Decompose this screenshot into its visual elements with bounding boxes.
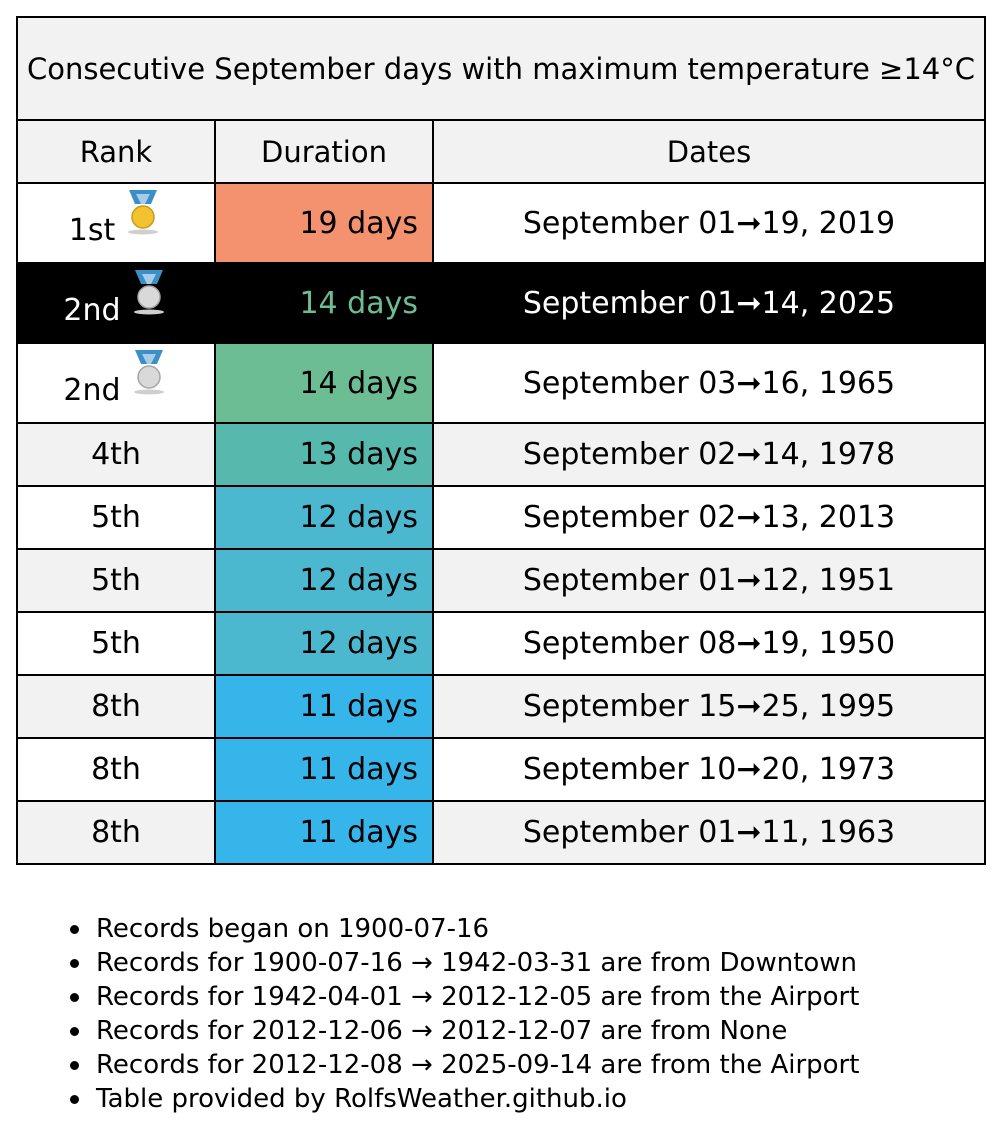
rank-label: 5th [91,563,141,598]
rank-label: 1st [68,213,116,248]
dates-cell: September 01➞12, 1951 [433,549,985,612]
dates-cell: September 08➞19, 1950 [433,612,985,675]
rank-cell [17,343,215,423]
dates-cell: September 01➞11, 1963 [433,801,985,864]
rank-label: 8th [91,689,141,724]
duration-cell: 19 days [215,183,433,263]
note-item: Records for 1942-04-01 → 2012-12-05 are from the Airport [96,982,860,1012]
dates-cell: September 01➞19, 2019 [433,183,985,263]
table-row [17,738,985,801]
note-item: Table provided by RolfsWeather.github.io [96,1082,859,1116]
dates-cell: September 15➞25, 1995 [433,675,985,738]
duration-cell: 12 days [215,612,433,675]
dates-cell: September 02➞14, 1978 [433,423,985,486]
table-row [17,486,985,549]
column-header-dates: Dates [433,120,985,183]
duration-cell: 11 days [215,801,433,864]
table-row [17,343,985,423]
duration-cell: 12 days [215,486,433,549]
table-row [17,263,985,343]
table-row [17,801,985,864]
duration-cell: 14 days [215,343,433,423]
rank-label: 5th [91,626,141,661]
rank-label: 4th [91,437,141,472]
rank-label: 8th [91,815,141,850]
table-row [17,423,985,486]
dates-cell: September 03➞16, 1965 [433,343,985,423]
dates-cell: September 01➞14, 2025 [433,263,985,343]
note-item: Records for 2012-12-06 → 2012-12-07 are from None [96,1014,859,1048]
duration-cell: 11 days [215,738,433,801]
column-header-rank: Rank [17,120,215,183]
rank-cell [17,801,215,864]
duration-cell: 13 days [215,423,433,486]
note-item: Records for 1900-07-16 → 1942-03-31 are from Downtown [96,946,859,980]
duration-cell: 14 days [215,263,433,343]
rank-cell [17,738,215,801]
rank-label: 2nd [63,373,121,408]
gold-medal-icon [123,188,163,236]
rank-cell [17,549,215,612]
duration-cell: 11 days [215,675,433,738]
rank-cell [17,423,215,486]
rank-cell [17,183,215,263]
silver-medal-icon [129,268,169,316]
rank-cell [17,612,215,675]
silver-medal-icon [129,348,169,396]
table-row [17,612,985,675]
table-row [17,675,985,738]
table-row [17,183,985,263]
note-item: Records began on 1900-07-16 [96,912,859,946]
dates-cell: September 10➞20, 1973 [433,738,985,801]
table-title: Consecutive September days with maximum temperature ≥14°C [17,17,985,120]
rank-cell [17,263,215,343]
records-table [16,16,986,865]
note-item: Records for 2012-12-08 → 2025-09-14 are from the Airport [96,1050,860,1080]
column-header-duration: Duration [215,120,433,183]
notes-list [60,912,859,1116]
rank-label: 2nd [63,293,121,328]
dates-cell: September 02➞13, 2013 [433,486,985,549]
rank-cell [17,486,215,549]
table-row [17,549,985,612]
duration-cell: 12 days [215,549,433,612]
rank-label: 5th [91,500,141,535]
rank-label: 8th [91,752,141,787]
rank-cell [17,675,215,738]
